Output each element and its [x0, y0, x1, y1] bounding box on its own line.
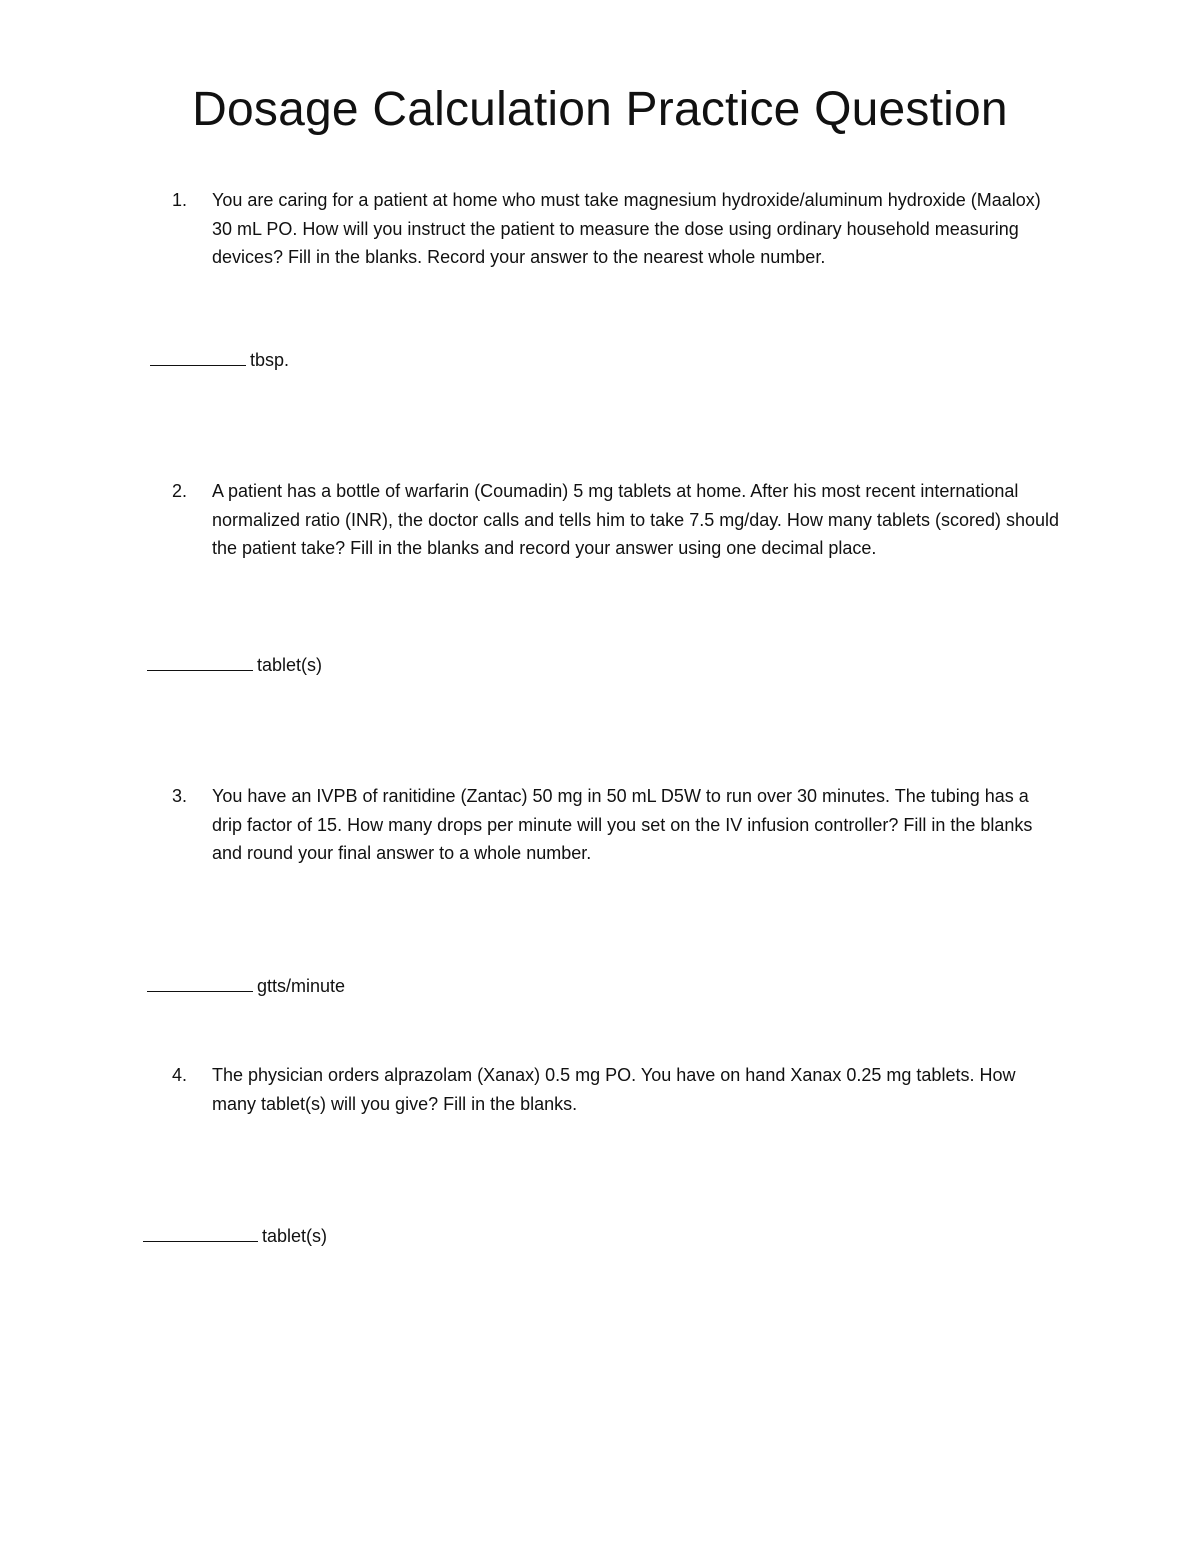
answer-unit: gtts/minute	[257, 976, 346, 996]
answer-blank[interactable]	[143, 1221, 258, 1242]
answer-unit: tbsp.	[250, 350, 290, 370]
answer-line	[150, 345, 289, 374]
question-text: You have an IVPB of ranitidine (Zantac) 50 mg in 50 mL D5W to run over 30 minutes. The tubing has a drip factor of 15. How many drops per minute will you set on the IV infusion controller? Fill in the blanks and round your final answer to a whole number.	[212, 786, 1033, 863]
answer-line	[143, 1221, 327, 1250]
answer-blank[interactable]	[147, 650, 253, 671]
question-number: 3.	[172, 786, 188, 806]
question-text: The physician orders alprazolam (Xanax) 0.5 mg PO. You have on hand Xanax 0.25 mg tablets. How many tablet(s) will you give? Fill in the blanks.	[212, 1065, 1016, 1114]
question-text: A patient has a bottle of warfarin (Coumadin) 5 mg tablets at home. After his most recent international normalized ratio (INR), the doctor calls and tells him to take 7.5 mg/day. How many tablets (scored) should the patient take? Fill in the blanks and record your answer using one decimal place.	[212, 481, 1060, 558]
answer-unit: tablet(s)	[262, 1226, 328, 1246]
answer-line	[147, 650, 322, 679]
answer-blank[interactable]	[150, 345, 246, 366]
question-number: 1.	[172, 190, 188, 210]
page-title: Dosage Calculation Practice Question	[192, 83, 1008, 136]
answer-blank[interactable]	[147, 971, 253, 992]
question-text: You are caring for a patient at home who must take magnesium hydroxide/aluminum hydroxide (Maalox) 30 mL PO. How will you instruct the patient to measure the dose using ordinary household measuring devices? Fill in the blanks. Record your answer to the nearest whole number.	[212, 190, 1041, 267]
question-number: 4.	[172, 1065, 188, 1085]
answer-line	[147, 971, 345, 1000]
answer-unit: tablet(s)	[257, 655, 323, 675]
question-number: 2.	[172, 481, 188, 501]
